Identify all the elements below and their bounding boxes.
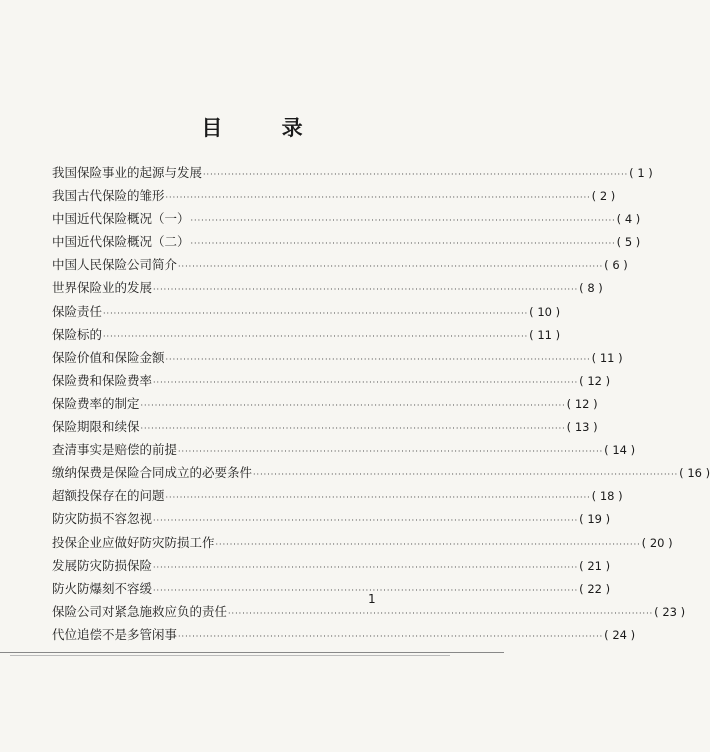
toc-entry-title: 发展防灾防损保险 [52,557,153,573]
toc-entry-title: 保险费率的制定 [52,395,140,411]
toc-entry [52,278,603,301]
toc-entry-page: ( 22 ) [579,581,611,596]
toc-leader-dots: ························································································································ [165,193,591,203]
toc-entry [52,255,628,278]
toc-entry-title: 投保企业应做好防灾防损工作 [52,534,215,550]
toc-entry-title: 中国近代保险概况（二） [52,234,190,250]
toc-entry-page: ( 24 ) [604,627,636,642]
toc-entry [52,556,611,579]
toc-entry [52,302,561,325]
toc-leader-dots: ························································································································ [140,400,566,410]
toc-entry-page: ( 16 ) [679,466,710,481]
toc-entry [52,325,561,348]
toc-entry-page: ( 8 ) [579,281,603,296]
toc-entry-page: ( 11 ) [529,327,561,342]
toc-entry [52,371,611,394]
toc-leader-dots: ························································································································ [215,539,641,549]
toc-entry-page: ( 10 ) [529,304,561,319]
toc-entry-page: ( 21 ) [579,558,611,573]
toc-entry [52,625,636,648]
toc-leader-dots: ························································································································ [165,493,591,503]
toc-entry-title: 保险公司对紧急施救应负的责任 [52,603,228,619]
toc-entry [52,579,611,602]
page-title: 目 录 [201,115,329,140]
toc-entry-title: 保险标的 [52,326,103,342]
toc-leader-dots: ························································································································ [190,239,616,249]
toc-entry-title: 防灾防损不容忽视 [52,511,153,527]
toc-entry-title: 防火防爆刻不容缓 [52,580,153,596]
toc-entry-title: 保险期限和续保 [52,419,140,435]
toc-leader-dots: ························································································································ [153,377,579,387]
toc-entry-title: 我国保险事业的起源与发展 [52,165,203,180]
toc-entry-title: 我国古代保险的雏形 [52,188,165,204]
toc-entry-page: ( 13 ) [566,420,598,435]
toc-entry-title: 代位追偿不是多管闲事 [52,626,178,642]
toc-entry [52,533,673,556]
toc-entry [52,486,623,509]
toc-leader-dots: ························································································································ [253,470,679,480]
toc-entry [52,602,686,625]
toc-entry-title: 保险价值和保险金额 [52,349,165,365]
toc-entry-title: 中国人民保险公司简介 [52,257,178,273]
toc-entry-page: ( 2 ) [591,189,616,204]
toc-entry [52,394,598,417]
toc-entry-page: ( 12 ) [566,396,598,411]
toc-entry-title: 中国近代保险概况（一） [52,211,190,227]
toc-entry [52,463,710,486]
toc-entry [52,186,616,209]
toc-leader-dots: ························································································································ [153,562,579,572]
toc-leader-dots: ························································································································ [153,585,579,595]
toc-entry [52,417,598,440]
toc-entry-page: ( 4 ) [616,212,641,227]
toc-leader-dots: ························································································································ [103,331,529,341]
toc-leader-dots: ························································································································ [203,170,629,179]
table-of-contents [52,163,710,648]
toc-entry-title: 世界保险业的发展 [52,280,153,296]
toc-entry-page: ( 19 ) [579,512,611,527]
toc-entry-title: 查清事实是赔偿的前提 [52,442,178,458]
toc-leader-dots: ························································································································ [190,216,616,226]
toc-entry-page: ( 20 ) [641,535,673,550]
toc-leader-dots: ························································································································ [178,631,604,641]
toc-entry-page: ( 11 ) [591,350,623,365]
toc-leader-dots: ························································································································ [178,262,604,272]
toc-entry-title: 保险责任 [52,303,103,319]
toc-entry-title: 缴纳保费是保险合同成立的必要条件 [52,465,253,481]
toc-leader-dots: ························································································································ [178,447,604,457]
toc-leader-dots: ························································································································ [103,308,529,318]
toc-entry-title: 超额投保存在的问题 [52,488,165,504]
scan-edge-line [0,652,504,653]
toc-entry [52,348,623,371]
toc-entry [52,232,641,255]
toc-leader-dots: ························································································································ [228,608,654,618]
toc-leader-dots: ························································································································ [140,424,566,434]
toc-leader-dots: ························································································································ [153,516,579,526]
toc-entry-page: ( 12 ) [579,373,611,388]
toc-entry-title: 保险费和保险费率 [52,372,153,388]
toc-entry [52,440,636,463]
toc-leader-dots: ························································································································ [153,285,579,295]
toc-entry-page: ( 14 ) [604,443,636,458]
page-number: 1 [368,592,376,606]
toc-entry-page: ( 23 ) [654,604,686,619]
scan-edge-line-secondary [10,655,450,656]
toc-entry-page: ( 6 ) [604,258,628,273]
toc-leader-dots: ························································································································ [165,354,591,364]
toc-entry [52,509,611,532]
toc-entry-page: ( 5 ) [616,235,641,250]
toc-entry-page: ( 1 ) [629,166,653,180]
toc-entry [52,209,641,232]
toc-entry-page: ( 18 ) [591,489,623,504]
toc-entry [52,163,653,186]
